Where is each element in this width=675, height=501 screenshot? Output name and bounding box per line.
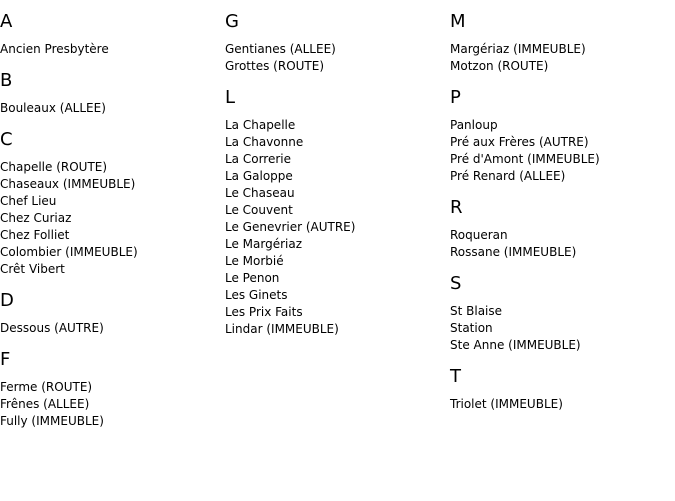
letter-heading: B bbox=[0, 70, 13, 91]
letter-heading: S bbox=[450, 273, 462, 294]
entry-list bbox=[0, 320, 220, 337]
index-column bbox=[450, 0, 670, 425]
place-entry: Chef Lieu bbox=[0, 194, 57, 208]
place-entry: Le Morbié bbox=[225, 254, 284, 268]
place-entry: La Chavonne bbox=[225, 135, 304, 149]
letter-heading: P bbox=[450, 87, 461, 108]
place-entry: Ferme (ROUTE) bbox=[0, 380, 93, 394]
index-column bbox=[225, 0, 445, 350]
letter-heading: D bbox=[0, 290, 14, 311]
place-entry: Frênes (ALLEE) bbox=[0, 397, 90, 411]
place-entry: Chaseaux (IMMEUBLE) bbox=[0, 177, 136, 191]
entry-list bbox=[225, 41, 445, 75]
letter-group bbox=[450, 87, 670, 185]
entry-list bbox=[0, 379, 220, 430]
letter-heading: C bbox=[0, 129, 13, 150]
place-entry: Ancien Presbytère bbox=[0, 42, 109, 56]
letter-group bbox=[450, 197, 670, 261]
place-entry: Dessous (AUTRE) bbox=[0, 321, 104, 335]
letter-group bbox=[225, 11, 445, 75]
entry-list bbox=[225, 117, 445, 338]
letter-heading: T bbox=[450, 366, 461, 387]
letter-heading: G bbox=[225, 11, 239, 32]
index-column bbox=[0, 0, 220, 442]
entry-list bbox=[0, 100, 220, 117]
place-entry: Motzon (ROUTE) bbox=[450, 59, 549, 73]
letter-group bbox=[0, 11, 220, 58]
place-entry: Ste Anne (IMMEUBLE) bbox=[450, 338, 581, 352]
place-entry: Le Chaseau bbox=[225, 186, 295, 200]
entry-list bbox=[450, 117, 670, 185]
place-entry: Chez Curiaz bbox=[0, 211, 72, 225]
entry-list bbox=[450, 396, 670, 413]
place-entry: Margériaz (IMMEUBLE) bbox=[450, 42, 586, 56]
place-entry: Pré Renard (ALLEE) bbox=[450, 169, 566, 183]
place-entry: Roqueran bbox=[450, 228, 508, 242]
letter-heading: F bbox=[0, 349, 11, 370]
place-entry: Le Penon bbox=[225, 271, 280, 285]
letter-heading: L bbox=[225, 87, 236, 108]
place-entry: St Blaise bbox=[450, 304, 503, 318]
place-entry: Fully (IMMEUBLE) bbox=[0, 414, 104, 428]
place-entry: Triolet (IMMEUBLE) bbox=[450, 397, 563, 411]
entry-list bbox=[0, 41, 220, 58]
place-entry: Pré aux Frères (AUTRE) bbox=[450, 135, 589, 149]
place-entry: Grottes (ROUTE) bbox=[225, 59, 325, 73]
entry-list bbox=[450, 41, 670, 75]
letter-group bbox=[450, 273, 670, 354]
letter-heading: R bbox=[450, 197, 463, 218]
place-entry: Pré d'Amont (IMMEUBLE) bbox=[450, 152, 600, 166]
letter-group bbox=[0, 70, 220, 117]
place-entry: La Galoppe bbox=[225, 169, 293, 183]
place-entry: Gentianes (ALLEE) bbox=[225, 42, 336, 56]
place-entry: Crêt Vibert bbox=[0, 262, 65, 276]
place-entry: Panloup bbox=[450, 118, 498, 132]
letter-group bbox=[0, 349, 220, 430]
place-entry: La Chapelle bbox=[225, 118, 296, 132]
letter-group bbox=[0, 129, 220, 278]
letter-group bbox=[225, 87, 445, 338]
entry-list bbox=[450, 303, 670, 354]
letter-group bbox=[0, 290, 220, 337]
letter-heading: A bbox=[0, 11, 13, 32]
place-entry: Les Prix Faits bbox=[225, 305, 303, 319]
place-entry: Chez Folliet bbox=[0, 228, 70, 242]
place-entry: Chapelle (ROUTE) bbox=[0, 160, 108, 174]
place-entry: Station bbox=[450, 321, 493, 335]
place-entry: Le Couvent bbox=[225, 203, 293, 217]
place-entry: Lindar (IMMEUBLE) bbox=[225, 322, 339, 336]
place-entry: Les Ginets bbox=[225, 288, 288, 302]
place-entry: Rossane (IMMEUBLE) bbox=[450, 245, 577, 259]
entry-list bbox=[450, 227, 670, 261]
place-entry: Bouleaux (ALLEE) bbox=[0, 101, 106, 115]
place-entry: Le Genevrier (AUTRE) bbox=[225, 220, 356, 234]
letter-group bbox=[450, 11, 670, 75]
place-entry: La Correrie bbox=[225, 152, 291, 166]
letter-heading: M bbox=[450, 11, 466, 32]
entry-list bbox=[0, 159, 220, 278]
place-entry: Colombier (IMMEUBLE) bbox=[0, 245, 138, 259]
place-entry: Le Margériaz bbox=[225, 237, 303, 251]
letter-group bbox=[450, 366, 670, 413]
